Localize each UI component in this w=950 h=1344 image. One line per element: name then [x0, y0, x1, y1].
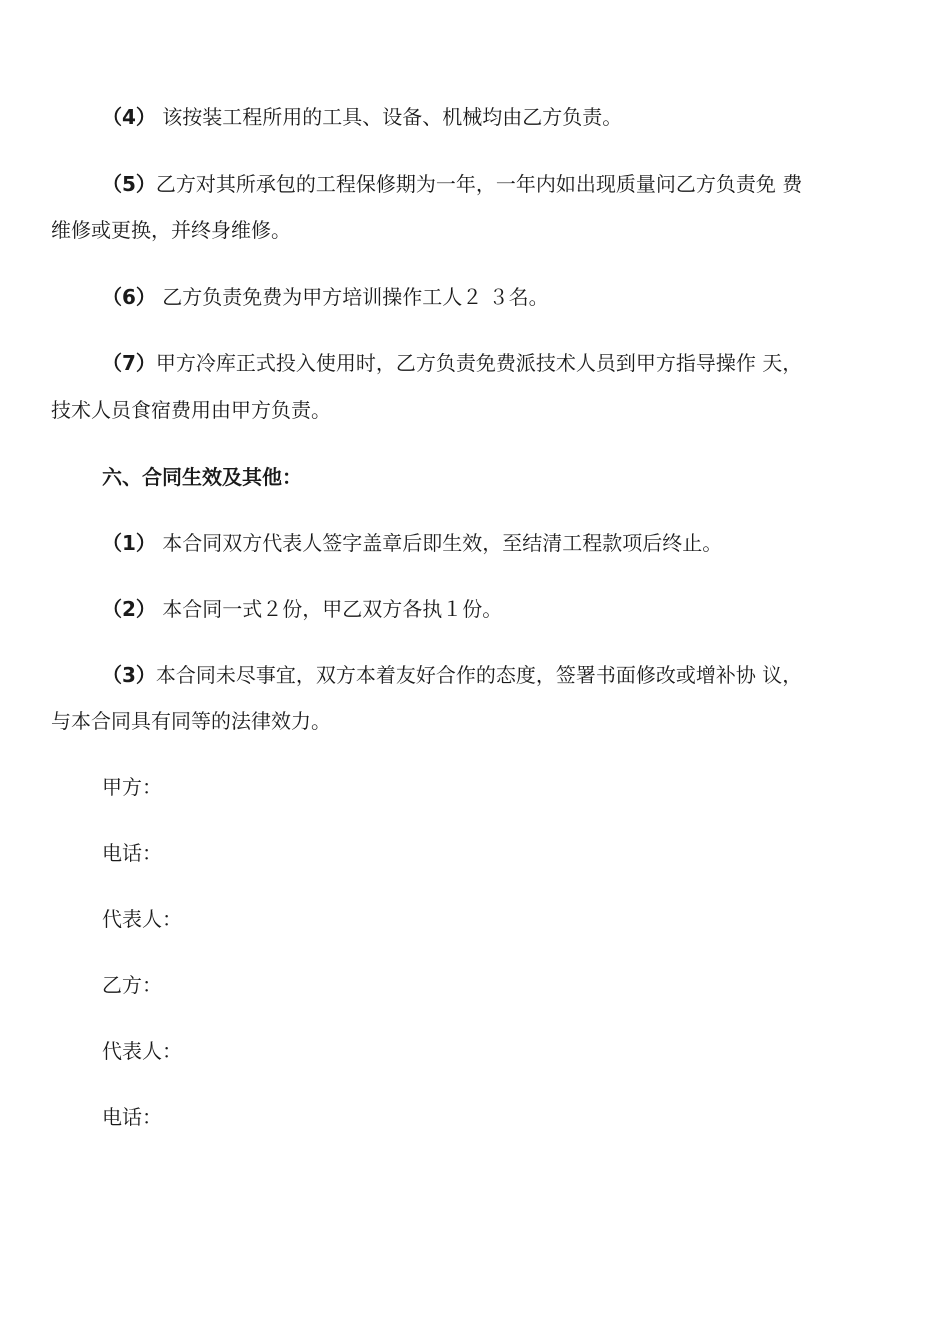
clause-5-number: （5）: [102, 172, 156, 196]
clause-7-text: 甲方冷库正式投入使用时，乙方负责免费派技术人员到甲方指导操作 天，: [155, 351, 803, 375]
clause-6: [0, 283, 950, 311]
clause-5-text: 乙方对其所承包的工程保修期为一年，一年内如出现质量问乙方负责免 费: [155, 172, 803, 196]
representative-a-label: 代表人：: [102, 907, 182, 931]
clause-5-continuation: [0, 216, 950, 244]
clause-4: [0, 103, 950, 131]
section-6-clause-1: [0, 529, 950, 557]
section-6-clause-3-continuation: [0, 707, 950, 735]
s6-clause-1-text: 本合同双方代表人签字盖章后即生效，至结清工程款项后终止。: [155, 531, 723, 555]
s6-clause-3-cont-text: 与本合同具有同等的法律效力。: [51, 709, 331, 733]
clause-4-number: （4）: [102, 105, 156, 129]
s6-clause-2-text: 本合同一式２份，甲乙双方各执１份。: [155, 597, 503, 621]
clause-7: [0, 349, 950, 377]
party-b-label: 乙方：: [102, 973, 162, 997]
s6-clause-2-number: （2）: [102, 597, 156, 621]
representative-b-label: 代表人：: [102, 1039, 182, 1063]
clause-5: [0, 170, 950, 198]
phone-b-label: 电话：: [102, 1105, 162, 1129]
party-a-label: 甲方：: [102, 775, 162, 799]
clause-7-number: （7）: [102, 351, 156, 375]
clause-7-continuation: [0, 396, 950, 424]
s6-clause-3-number: （3）: [102, 663, 156, 687]
s6-clause-1-number: （1）: [102, 531, 156, 555]
section-6-heading: 六、合同生效及其他：: [102, 465, 302, 489]
section-6-clause-3: [0, 661, 950, 689]
phone-a-label: 电话：: [102, 841, 162, 865]
clause-5-cont-text: 维修或更换，并终身维修。: [51, 218, 291, 242]
clause-6-number: （6）: [102, 285, 156, 309]
clause-4-text: 该按装工程所用的工具、设备、机械均由乙方负责。: [155, 105, 623, 129]
s6-clause-3-text: 本合同未尽事宜，双方本着友好合作的态度，签署书面修改或增补协 议，: [155, 663, 803, 687]
clause-7-cont-text: 技术人员食宿费用由甲方负责。: [51, 398, 331, 422]
section-6-clause-2: [0, 595, 950, 623]
clause-6-text: 乙方负责免费为甲方培训操作工人２ ３名。: [155, 285, 549, 309]
